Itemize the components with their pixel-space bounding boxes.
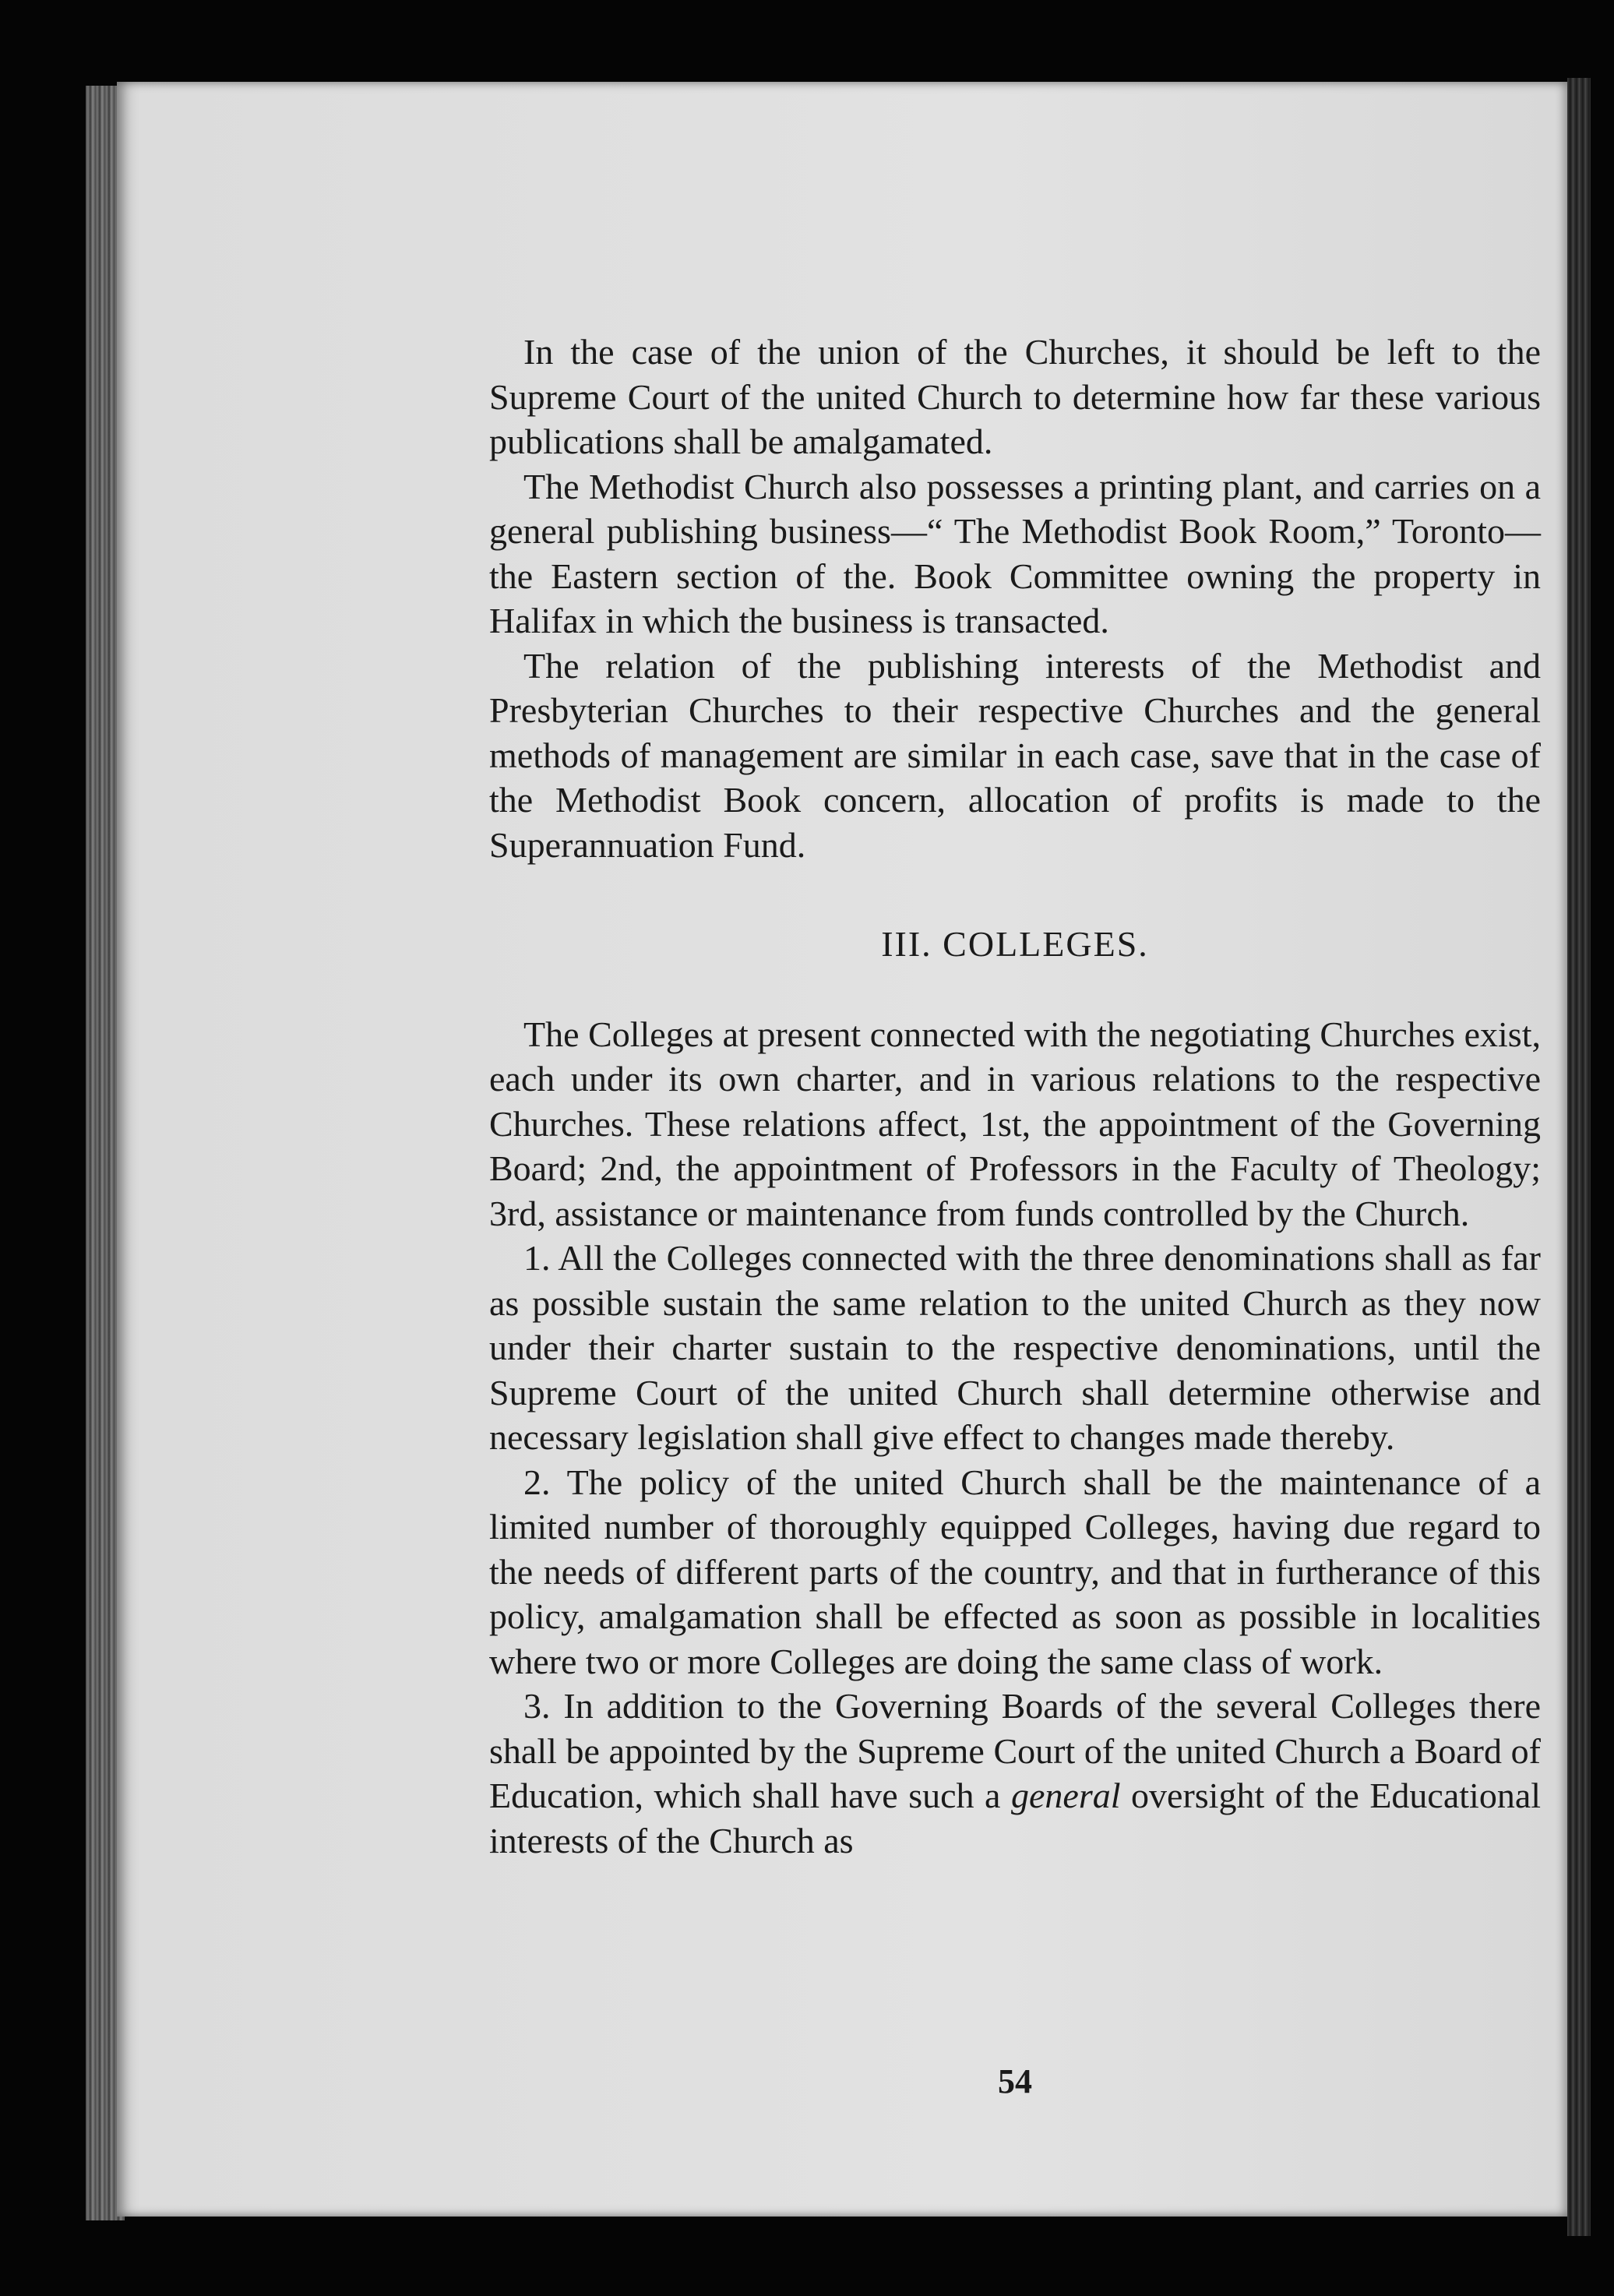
body-text [489,330,1542,2100]
paragraph-union-publications: In the case of the union of the Churches, it should be left to the Supreme Court of the united Church to determine how far these various publications shall be amalgamated. [489,332,1541,461]
paragraph-item-2: 2. The policy of the united Church shall be the maintenance of a limited number of thoroughly equipped Colleges, having due regard to the needs of different parts of the country, and that in furtherance of this policy, amalgamation shall be effected as soon as possible in localities where two or more Colleges are doing the same class of work. [489,1462,1541,1681]
section-heading: III. COLLEGES. [881,924,1149,964]
paragraph-methodist-book-room: The Methodist Church also possesses a printing plant, and carries on a general publishing business—“ The Methodist Book Room,” Toronto—the Eastern section of the. Book Committee owning the property in Halifax in which the business is transacted. [489,466,1541,640]
page-number: 54 [998,2062,1032,2100]
item-3-end: oversight of the Educational interests of the Church as [489,1776,1542,1860]
paper-page [117,82,1567,2217]
paragraph-item-3 [489,1684,1541,1863]
paragraph-item-1: 1. All the Colleges connected with the three denominations shall as far as possible sustain the same relation to the united Church as they now under their charter sustain to the respective denominations, until the Supreme Court of the united Church shall determine otherwise and necessary legislation shall give effect to changes made thereby. [489,1238,1541,1457]
paragraph-colleges-intro: The Colleges at present connected with the negotiating Churches exist, each under its own charter, and in various relations to the respective Churches. These relations affect, 1st, the appointment of the Governing Board; 2nd, the appointment of Professors in the Faculty of Theology; 3rd, assistance or maintenance from funds controlled by the Church. [489,1014,1541,1233]
page-edge-right [1567,78,1591,2236]
item-3-italic-word: general [1011,1776,1121,1815]
item-3-start: 3. In addition to the Governing Boards of the several Colleges there shall be appointed by the Supreme Court of the united Church a Board of Education, which shall have such a [489,1686,1541,1815]
paragraph-publishing-relation: The relation of the publishing interests of the Methodist and Presbyterian Churches to their respective Churches and the general methods of management are similar in each case, save that in the case of the Methodist Book concern, allocation of profits is made to the Superannuation Fund. [489,645,1541,865]
